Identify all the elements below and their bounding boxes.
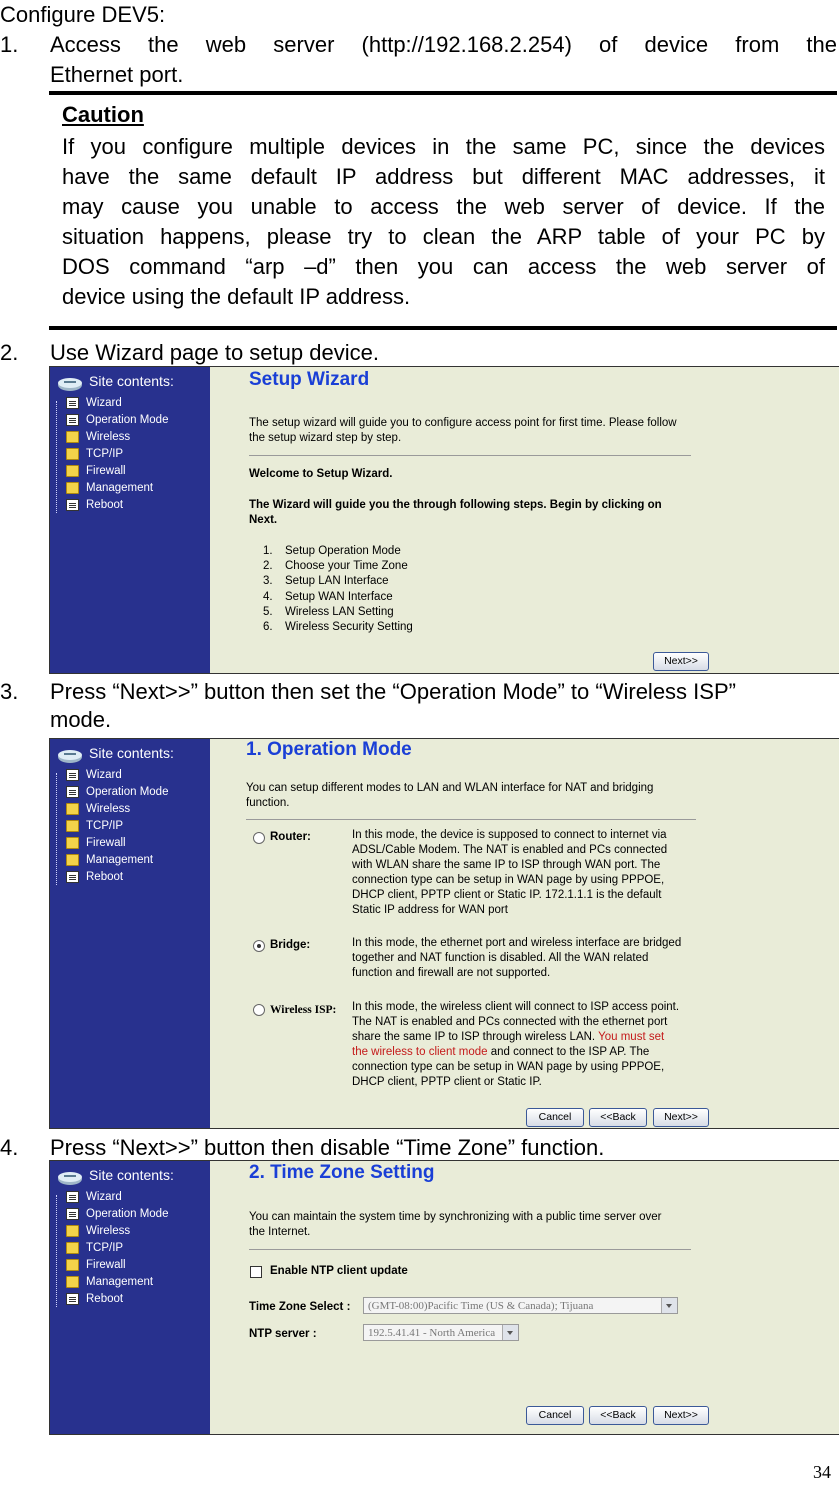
folder-icon [66,803,79,815]
folder-icon [66,448,79,460]
page-icon [66,1208,79,1220]
select-value: (GMT-08:00)Pacific Time (US & Canada); Tijuana [368,1300,594,1312]
sidebar-title: Site contents: [89,745,174,761]
description-line: connection type can be setup in WAN page by using PPPOE, [352,1061,665,1073]
intro-line: the Internet. [249,1226,311,1238]
description-line: DHCP client, PPTP client or Static IP. [352,1076,542,1088]
folder-icon [66,854,79,866]
folder-icon [66,431,79,443]
sidebar-item-wizard[interactable] [64,1189,168,1206]
sidebar-item-management[interactable] [64,852,168,869]
page-icon [66,414,79,426]
chevron-down-icon[interactable] [661,1298,677,1313]
sidebar-item-label: Reboot [86,1293,124,1305]
folder-icon [66,1225,79,1237]
time-zone-screenshot [49,1160,839,1435]
caution-line: have the same default IP address but different MAC addresses, it [62,164,825,189]
time-zone-content [210,1161,839,1434]
intro-line: You can maintain the system time by synchronizing with a public time server over [249,1211,662,1223]
caution-line: may cause you unable to access the web server of device. If the [62,194,825,219]
step2-text: Use Wizard page to setup device. [50,340,379,365]
sidebar-item-tcpip[interactable] [64,818,168,835]
description-line: function and firewall are not supported. [352,967,551,979]
cancel-button[interactable]: Cancel [526,1406,584,1425]
router-radio[interactable] [253,832,265,844]
step3-line1: Press “Next>>” button then set the “Operation Mode” to “Wireless ISP” [50,679,736,704]
list-item: 4. Setup WAN Interface [263,590,393,603]
sidebar-title: Site contents: [89,1167,174,1183]
sidebar-item-reboot[interactable] [64,869,168,886]
operation-mode-screenshot [49,738,839,1129]
description-line: the wireless to client mode and connect to the ISP AP. The [352,1046,650,1058]
tree-line [56,773,58,885]
router-logo-icon [56,1169,84,1189]
page-number: 34 [813,1462,831,1482]
sidebar-item-label: Operation Mode [86,786,169,798]
caution-line: device using the default IP address. [62,284,411,309]
list-item: 1. Setup Operation Mode [263,545,401,557]
sidebar-item-label: Wizard [86,1191,122,1203]
description-line: share the same IP to ISP through wireless LAN. You must set [352,1031,665,1043]
sidebar-item-label: Wireless [86,803,131,815]
list-item: 6. Wireless Security Setting [263,621,413,634]
page-icon [66,499,79,511]
guide-text: The Wizard will guide you the through following steps. Begin by clicking on [249,499,662,511]
ntp-server-label: NTP server : [249,1328,317,1340]
sidebar-item-operation-mode[interactable] [64,412,168,429]
sidebar-item-reboot[interactable] [64,497,168,514]
ntp-enable-checkbox[interactable] [250,1266,262,1278]
page-icon [66,1191,79,1203]
description-line: Static IP address for WAN port [352,904,508,916]
sidebar-item-label: TCP/IP [86,1242,124,1254]
sidebar-item-label: Firewall [86,465,126,477]
wizard-content [210,367,839,673]
caution-line: DOS command “arp –d” then you can access the web server of [62,254,825,279]
description-line: ADSL/Cable Modem. The NAT is enabled and PCs connected [352,844,668,856]
folder-icon [66,837,79,849]
wizard-intro-line: The setup wizard will guide you to configure access point for first time. Please follow [249,417,677,429]
description-line: The NAT is enabled and PCs connected with the ethernet port [352,1016,668,1028]
site-contents-sidebar [50,1161,210,1434]
sidebar-item-label: Management [86,1276,154,1288]
sidebar-item-label: Firewall [86,837,126,849]
sidebar-item-wireless[interactable] [64,1223,168,1240]
site-contents-sidebar [50,367,210,673]
sidebar-header [56,373,206,397]
ntp-server-select[interactable] [363,1324,519,1341]
sidebar-item-reboot[interactable] [64,1291,168,1308]
bridge-label: Bridge: [270,939,311,951]
description-line: with WLAN share the same IP to ISP through WAN port. The [352,859,661,871]
router-description [352,828,667,918]
cancel-button[interactable]: Cancel [526,1108,584,1127]
select-value: 192.5.41.41 - North America [368,1327,496,1339]
sidebar-item-wireless[interactable] [64,429,168,446]
step-number: 2. [0,340,19,365]
step4-text: Press “Next>>” button then disable “Time Zone” function. [50,1135,605,1160]
description-line: DHCP client, PPTP client or Static IP. 172.1.1.1 is the default [352,889,662,901]
description-line: In this mode, the ethernet port and wireless interface are bridged [352,937,682,949]
guide-text: Next. [249,514,278,526]
sidebar-item-label: Reboot [86,871,124,883]
intro-line: function. [246,797,290,809]
doc-heading: Configure DEV5: [0,2,166,27]
list-item: 3. Setup LAN Interface [263,575,389,588]
sidebar-item-label: Wireless [86,1225,131,1237]
tree-line [56,1195,58,1307]
sidebar-item-label: TCP/IP [86,448,124,460]
page-title: 1. Operation Mode [246,739,412,760]
sidebar-item-firewall[interactable] [64,1257,168,1274]
wireless-isp-radio[interactable] [253,1004,265,1016]
tree-line [56,401,58,513]
folder-icon [66,482,79,494]
folder-icon [66,465,79,477]
description-line: In this mode, the device is supposed to connect to internet via [352,829,667,841]
bridge-radio[interactable] [253,940,265,952]
wizard-intro-line: the setup wizard step by step. [249,432,402,444]
sidebar-item-label: Management [86,854,154,866]
divider [246,819,696,820]
sidebar-header [56,1167,206,1191]
step-number: 4. [0,1135,19,1160]
step1-line1: Access the web server (http://192.168.2.254) of device from the [50,32,837,57]
sidebar-item-label: Wizard [86,769,122,781]
caution-line: situation happens, please try to clean the ARP table of your PC by [62,224,825,249]
sidebar-nav [64,395,168,514]
back-button[interactable]: <<Back [589,1108,647,1127]
sidebar-item-operation-mode[interactable] [64,1206,168,1223]
time-zone-label: Time Zone Select : [249,1301,351,1313]
caution-line: If you configure multiple devices in the same PC, since the devices [62,134,825,159]
folder-icon [66,1242,79,1254]
ntp-enable-label: Enable NTP client update [270,1265,408,1277]
caution-title: Caution [62,102,144,127]
next-button[interactable]: Next>> [653,652,709,671]
sidebar-item-wizard[interactable] [64,767,168,784]
sidebar-nav [64,1189,168,1308]
folder-icon [66,820,79,832]
step-number: 1. [0,32,19,57]
sidebar-item-label: Wireless [86,431,131,443]
sidebar-title: Site contents: [89,373,174,389]
back-button[interactable]: <<Back [589,1406,647,1425]
wireless-isp-description [352,1000,679,1090]
description-line: connection type can be setup in WAN page by using PPPOE, [352,874,665,886]
sidebar-item-wizard[interactable] [64,395,168,412]
sidebar-item-label: Management [86,482,154,494]
next-button[interactable]: Next>> [653,1108,709,1127]
step-number: 3. [0,679,19,704]
list-item: 2. Choose your Time Zone [263,560,408,573]
router-logo-icon [56,375,84,395]
sidebar-item-tcpip[interactable] [64,446,168,463]
sidebar-item-wireless[interactable] [64,801,168,818]
router-label: Router: [270,831,311,843]
sidebar-item-management[interactable] [64,1274,168,1291]
caution-top-rule [49,91,837,95]
page-title: 2. Time Zone Setting [249,1162,435,1183]
sidebar-item-management[interactable] [64,480,168,497]
caution-bottom-rule [49,326,837,330]
folder-icon [66,1259,79,1271]
description-line: together and NAT function is disabled. All the WAN related [352,952,649,964]
sidebar-item-label: Operation Mode [86,1208,169,1220]
router-logo-icon [56,747,84,767]
intro-line: You can setup different modes to LAN and WLAN interface for NAT and bridging [246,782,654,794]
wizard-steps-list [263,544,413,635]
page-title: Setup Wizard [249,369,370,390]
bridge-description [352,936,681,981]
sidebar-item-firewall[interactable] [64,835,168,852]
sidebar-nav [64,767,168,886]
caution-body [62,132,825,312]
folder-icon [66,1276,79,1288]
sidebar-item-operation-mode[interactable] [64,784,168,801]
step1-line2: Ethernet port. [50,62,184,87]
page-icon [66,786,79,798]
sidebar-item-label: Operation Mode [86,414,169,426]
sidebar-item-label: Firewall [86,1259,126,1271]
sidebar-item-label: TCP/IP [86,820,124,832]
next-button[interactable]: Next>> [653,1406,709,1425]
page-icon [66,1293,79,1305]
sidebar-item-label: Reboot [86,499,124,511]
step3-line2: mode. [50,707,112,732]
page-icon [66,397,79,409]
sidebar-item-firewall[interactable] [64,463,168,480]
sidebar-item-label: Wizard [86,397,122,409]
divider [249,1249,691,1250]
wireless-isp-label: Wireless ISP: [270,1004,337,1016]
list-item: 5. Wireless LAN Setting [263,605,394,618]
welcome-text: Welcome to Setup Wizard. [249,468,393,480]
page-icon [66,871,79,883]
sidebar-header [56,745,206,769]
divider [249,455,691,456]
setup-wizard-screenshot [49,366,839,674]
operation-mode-content [210,739,839,1128]
chevron-down-icon[interactable] [502,1325,518,1340]
sidebar-item-tcpip[interactable] [64,1240,168,1257]
page-icon [66,769,79,781]
site-contents-sidebar [50,739,210,1128]
time-zone-select[interactable] [363,1297,678,1314]
description-line: In this mode, the wireless client will connect to ISP access point. [352,1001,680,1013]
